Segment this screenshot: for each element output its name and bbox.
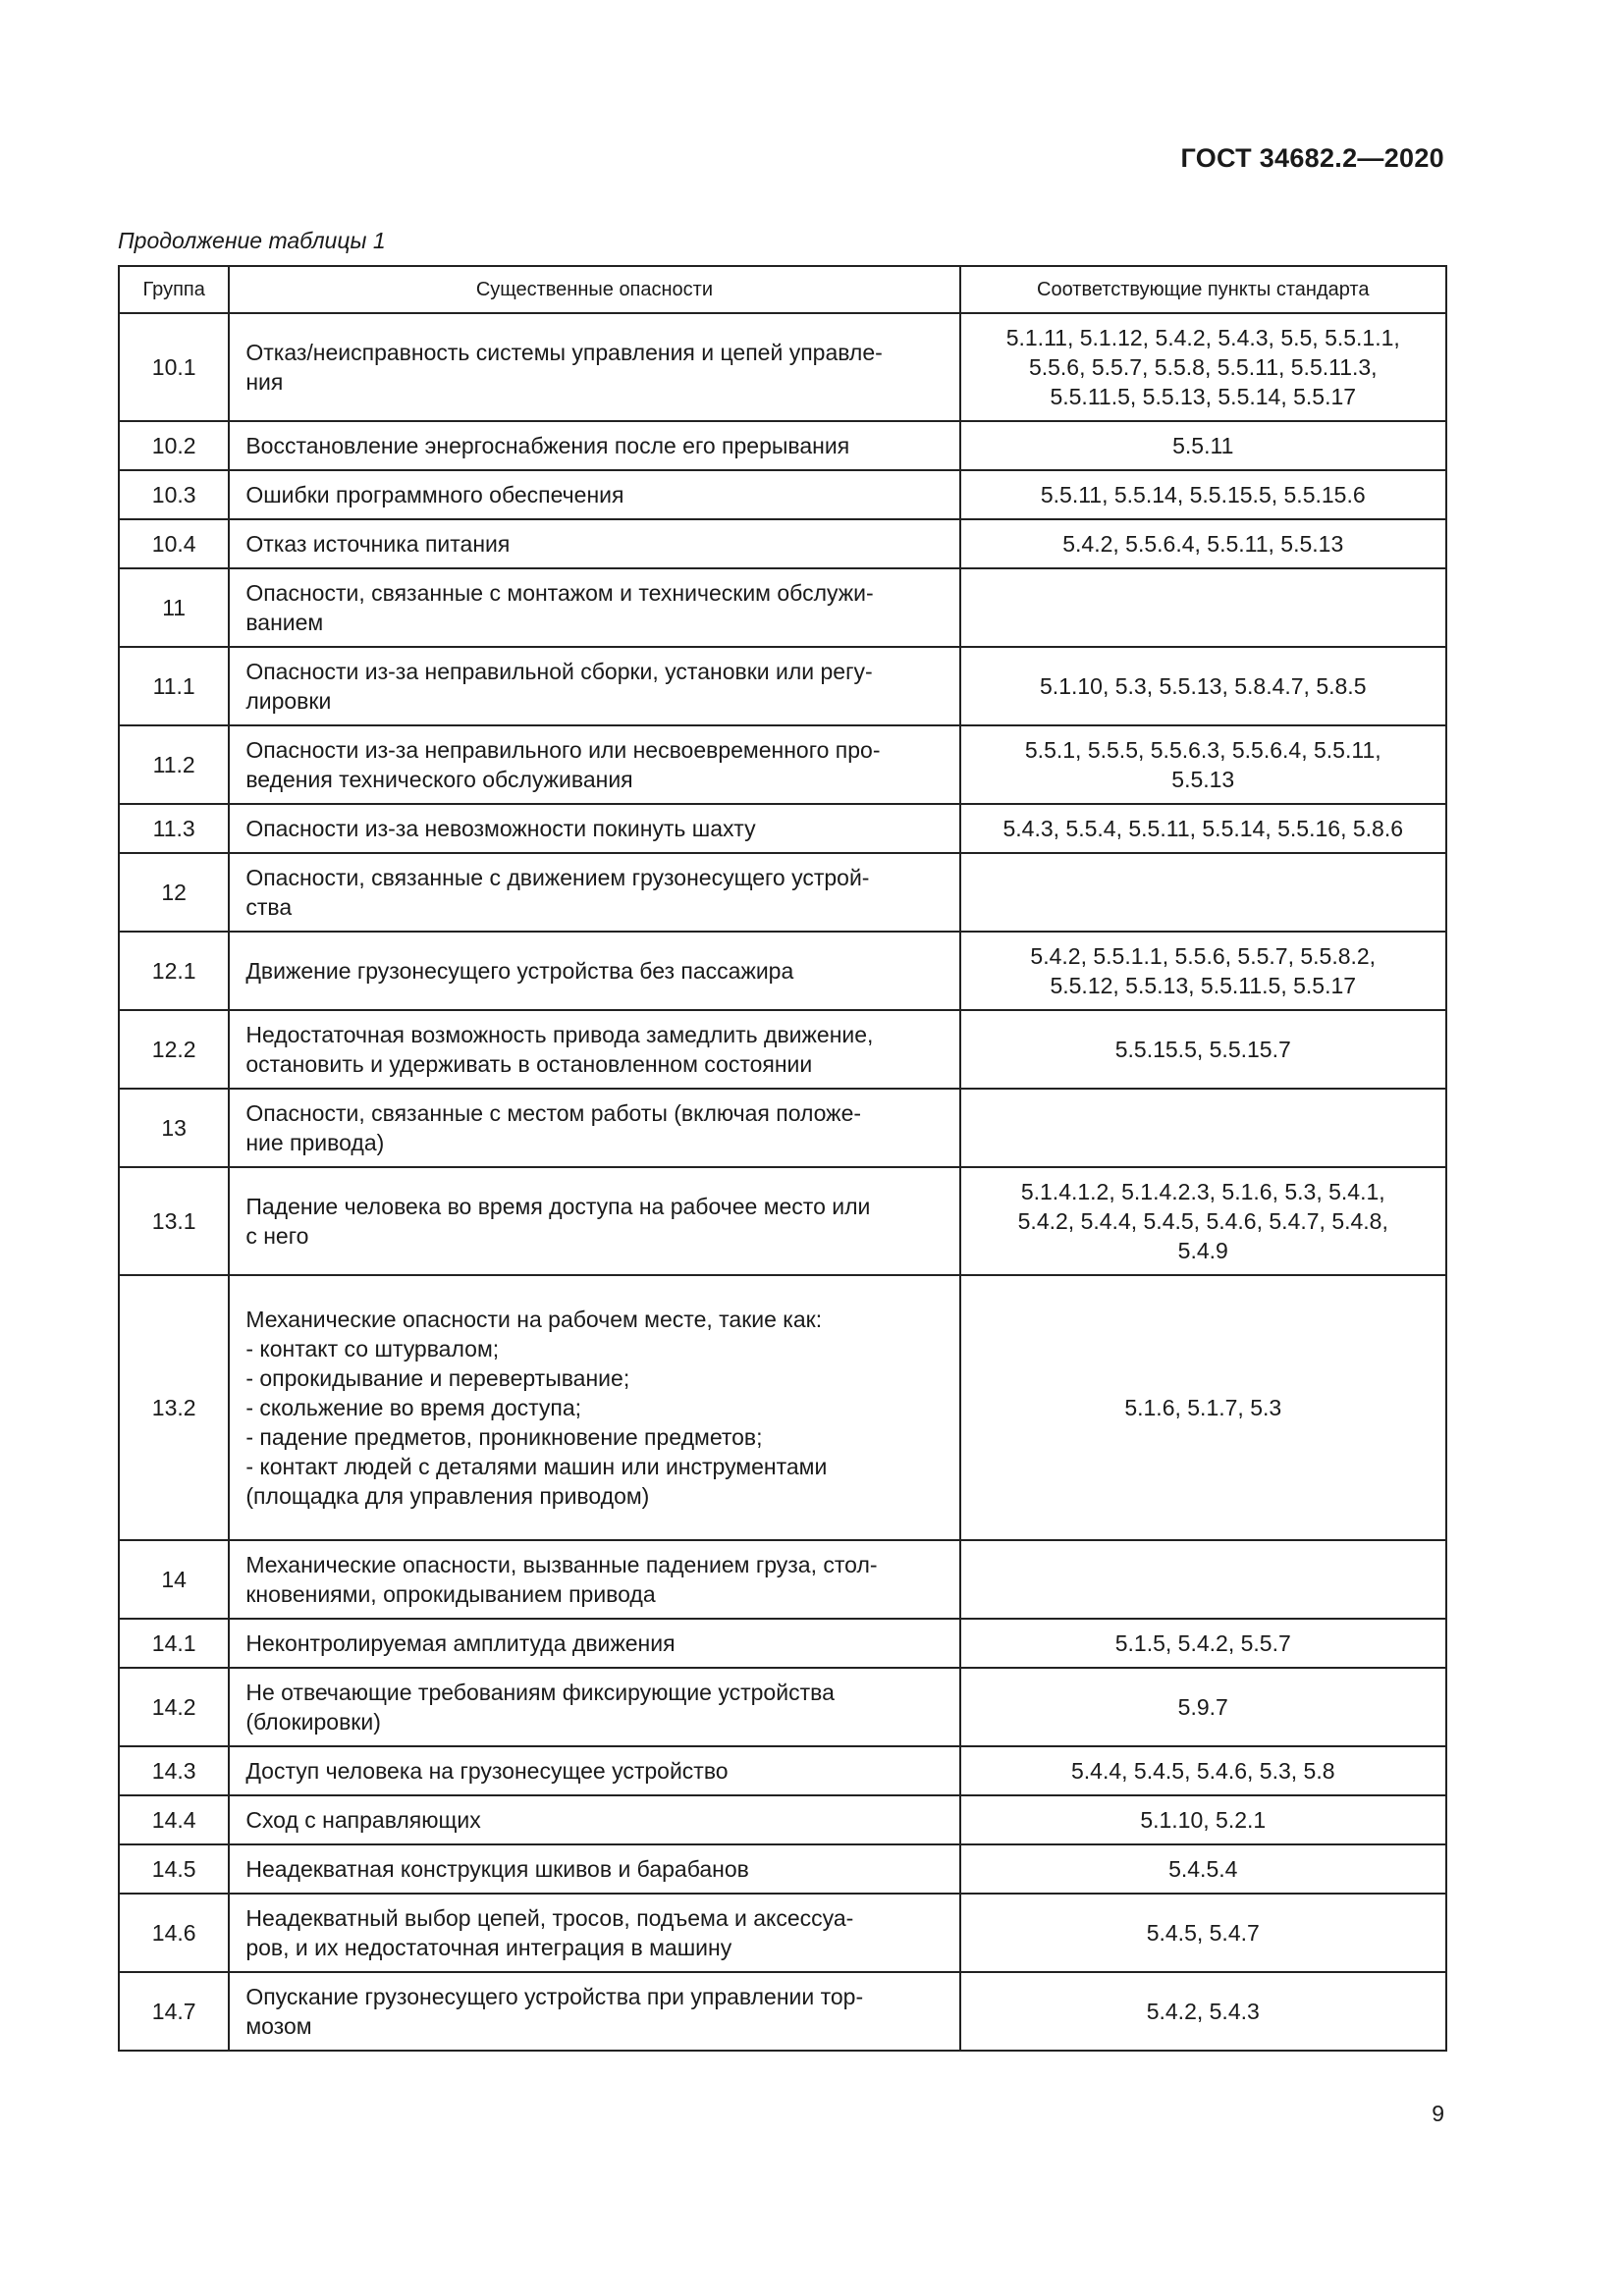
group-cell: 10.3 [119, 470, 229, 519]
hazard-line: Опасности из-за неправильной сборки, установки или регу- [245, 659, 873, 684]
table-row [119, 1089, 1446, 1167]
hazard-cell [229, 804, 959, 853]
hazard-line: Неконтролируемая амплитуда движения [245, 1630, 676, 1656]
hazard-line: ства [245, 894, 293, 920]
hazard-line: Ошибки программного обеспечения [245, 482, 624, 507]
hazard-line: ванием [245, 610, 324, 635]
hazard-line: остановить и удерживать в остановленном состоянии [245, 1051, 813, 1077]
hazard-line: (площадка для управления приводом) [245, 1483, 650, 1509]
references-cell [960, 1844, 1446, 1894]
table-row [119, 421, 1446, 470]
reference-line: 5.1.4.1.2, 5.1.4.2.3, 5.1.6, 5.3, 5.4.1, [1020, 1179, 1385, 1204]
hazard-line: кновениями, опрокидыванием привода [245, 1581, 656, 1607]
hazard-line: Доступ человека на грузонесущее устройство [245, 1758, 729, 1784]
hazards-table [118, 265, 1447, 2052]
group-cell: 11.1 [119, 647, 229, 725]
reference-line: 5.4.4, 5.4.5, 5.4.6, 5.3, 5.8 [1070, 1758, 1335, 1784]
column-header-group: Группа [119, 266, 229, 313]
references-cell [960, 470, 1446, 519]
hazard-line: Механические опасности, вызванные падением груза, стол- [245, 1552, 878, 1577]
hazard-cell [229, 313, 959, 421]
table-row [119, 647, 1446, 725]
hazard-line: Механические опасности на рабочем месте, такие как: [245, 1307, 823, 1332]
reference-line: 5.4.5.4 [1168, 1856, 1238, 1882]
hazard-line: ведения технического обслуживания [245, 767, 633, 792]
table-row [119, 804, 1446, 853]
table-row [119, 1010, 1446, 1089]
reference-line: 5.4.2, 5.4.3 [1146, 1999, 1260, 2024]
hazard-line: Опасности, связанные с движением грузонесущего устрой- [245, 865, 870, 890]
group-cell: 13 [119, 1089, 229, 1167]
table-row [119, 1746, 1446, 1795]
hazard-line: - падение предметов, проникновение предметов; [245, 1424, 763, 1450]
hazard-line: Неадекватный выбор цепей, тросов, подъема и аксессуа- [245, 1905, 854, 1931]
reference-line: 5.5.15.5, 5.5.15.7 [1114, 1037, 1291, 1062]
references-cell [960, 647, 1446, 725]
group-cell: 14.2 [119, 1668, 229, 1746]
hazard-cell [229, 1844, 959, 1894]
hazard-line: - опрокидывание и перевертывание; [245, 1365, 630, 1391]
group-cell: 14.4 [119, 1795, 229, 1844]
reference-line: 5.5.1, 5.5.5, 5.5.6.3, 5.5.6.4, 5.5.11, [1024, 737, 1381, 763]
reference-line: 5.4.2, 5.4.4, 5.4.5, 5.4.6, 5.4.7, 5.4.8, [1017, 1208, 1388, 1234]
hazard-cell [229, 1619, 959, 1668]
references-cell [960, 1972, 1446, 2051]
hazard-cell [229, 1746, 959, 1795]
references-cell [960, 853, 1446, 932]
hazard-line: - контакт людей с деталями машин или инструментами [245, 1454, 828, 1479]
table-row [119, 519, 1446, 568]
hazard-line: Восстановление энергоснабжения после его прерывания [245, 433, 850, 458]
references-cell [960, 1540, 1446, 1619]
references-cell [960, 1167, 1446, 1275]
hazard-cell [229, 568, 959, 647]
table-row [119, 853, 1446, 932]
references-cell [960, 568, 1446, 647]
reference-line: 5.1.6, 5.1.7, 5.3 [1124, 1395, 1282, 1420]
group-cell: 10.1 [119, 313, 229, 421]
hazard-line: ния [245, 369, 284, 395]
hazard-line: Недостаточная возможность привода замедлить движение, [245, 1022, 874, 1047]
hazard-cell [229, 470, 959, 519]
hazard-line: Опасности из-за невозможности покинуть шахту [245, 816, 756, 841]
references-cell [960, 1894, 1446, 1972]
references-cell [960, 1010, 1446, 1089]
reference-line: 5.5.11, 5.5.14, 5.5.15.5, 5.5.15.6 [1040, 482, 1366, 507]
references-cell [960, 1668, 1446, 1746]
hazard-cell [229, 725, 959, 804]
reference-line: 5.5.13 [1171, 767, 1235, 792]
table-row [119, 1540, 1446, 1619]
references-cell [960, 1275, 1446, 1540]
hazard-line: Движение грузонесущего устройства без пассажира [245, 958, 794, 984]
standard-number: ГОСТ 34682.2—2020 [1180, 143, 1444, 173]
reference-line: 5.4.3, 5.5.4, 5.5.11, 5.5.14, 5.5.16, 5.8.6 [1002, 816, 1403, 841]
hazard-cell [229, 1668, 959, 1746]
references-cell [960, 1619, 1446, 1668]
hazard-line: ние привода) [245, 1130, 385, 1155]
reference-line: 5.9.7 [1177, 1694, 1228, 1720]
table-row [119, 1844, 1446, 1894]
reference-line: 5.1.10, 5.3, 5.5.13, 5.8.4.7, 5.8.5 [1040, 673, 1367, 699]
table-row [119, 1668, 1446, 1746]
reference-line: 5.1.5, 5.4.2, 5.5.7 [1114, 1630, 1291, 1656]
group-cell: 13.1 [119, 1167, 229, 1275]
hazard-line: - контакт со штурвалом; [245, 1336, 500, 1362]
table-row [119, 1275, 1446, 1540]
references-cell [960, 519, 1446, 568]
hazard-line: мозом [245, 2013, 312, 2039]
hazard-cell [229, 1089, 959, 1167]
hazard-line: Отказ источника питания [245, 531, 511, 557]
table-row [119, 1619, 1446, 1668]
reference-line: 5.4.9 [1177, 1238, 1228, 1263]
references-cell [960, 421, 1446, 470]
reference-line: 5.4.5, 5.4.7 [1146, 1920, 1260, 1946]
hazard-cell [229, 1894, 959, 1972]
references-cell [960, 804, 1446, 853]
reference-line: 5.1.11, 5.1.12, 5.4.2, 5.4.3, 5.5, 5.5.1.1, [1005, 325, 1400, 350]
group-cell: 12.1 [119, 932, 229, 1010]
hazard-line: ров, и их недостаточная интеграция в машину [245, 1935, 732, 1960]
hazard-cell [229, 1167, 959, 1275]
group-cell: 14.7 [119, 1972, 229, 2051]
hazard-line: лировки [245, 688, 332, 714]
group-cell: 11.2 [119, 725, 229, 804]
table-row [119, 932, 1446, 1010]
reference-line: 5.1.10, 5.2.1 [1140, 1807, 1267, 1833]
group-cell: 10.2 [119, 421, 229, 470]
group-cell: 11.3 [119, 804, 229, 853]
page-number: 9 [1432, 2101, 1444, 2126]
reference-line: 5.5.11 [1172, 433, 1234, 458]
table-row [119, 470, 1446, 519]
hazard-cell [229, 932, 959, 1010]
reference-line: 5.5.11.5, 5.5.13, 5.5.14, 5.5.17 [1050, 384, 1357, 409]
table-body [119, 313, 1446, 2051]
hazard-line: Опасности, связанные с местом работы (включая положе- [245, 1100, 862, 1126]
hazard-cell [229, 1540, 959, 1619]
reference-line: 5.5.12, 5.5.13, 5.5.11.5, 5.5.17 [1050, 973, 1357, 998]
hazard-line: Неадекватная конструкция шкивов и барабанов [245, 1856, 749, 1882]
group-cell: 10.4 [119, 519, 229, 568]
hazard-cell [229, 1972, 959, 2051]
table-row [119, 1167, 1446, 1275]
hazard-line: Не отвечающие требованиям фиксирующие устройства [245, 1680, 835, 1705]
hazard-cell [229, 421, 959, 470]
hazard-cell [229, 1275, 959, 1540]
references-cell [960, 932, 1446, 1010]
hazard-cell [229, 1795, 959, 1844]
table-row [119, 1894, 1446, 1972]
table-row [119, 568, 1446, 647]
references-cell [960, 1746, 1446, 1795]
reference-line: 5.5.6, 5.5.7, 5.5.8, 5.5.11, 5.5.11.3, [1028, 354, 1378, 380]
references-cell [960, 1795, 1446, 1844]
hazard-line: Отказ/неисправность системы управления и цепей управле- [245, 340, 883, 365]
group-cell: 14.5 [119, 1844, 229, 1894]
group-cell: 12 [119, 853, 229, 932]
references-cell [960, 725, 1446, 804]
hazard-line: с него [245, 1223, 309, 1249]
table-caption: Продолжение таблицы 1 [118, 228, 386, 253]
hazard-cell [229, 519, 959, 568]
references-cell [960, 1089, 1446, 1167]
table-row [119, 1972, 1446, 2051]
column-header-hazards: Существенные опасности [229, 266, 959, 313]
reference-line: 5.4.2, 5.5.6.4, 5.5.11, 5.5.13 [1062, 531, 1344, 557]
group-cell: 14.1 [119, 1619, 229, 1668]
group-cell: 14.3 [119, 1746, 229, 1795]
table-row [119, 725, 1446, 804]
table-header-row [119, 266, 1446, 313]
group-cell: 11 [119, 568, 229, 647]
group-cell: 13.2 [119, 1275, 229, 1540]
hazard-line: Сход с направляющих [245, 1807, 481, 1833]
hazard-cell [229, 1010, 959, 1089]
hazard-line: Опасности из-за неправильного или несвоевременного про- [245, 737, 881, 763]
group-cell: 12.2 [119, 1010, 229, 1089]
hazard-line: (блокировки) [245, 1709, 381, 1735]
table-row [119, 1795, 1446, 1844]
hazard-cell [229, 853, 959, 932]
hazard-cell [229, 647, 959, 725]
hazard-line: Опасности, связанные с монтажом и техническим обслужи- [245, 580, 874, 606]
table-row [119, 313, 1446, 421]
references-cell [960, 313, 1446, 421]
hazard-line: - скольжение во время доступа; [245, 1395, 582, 1420]
reference-line: 5.4.2, 5.5.1.1, 5.5.6, 5.5.7, 5.5.8.2, [1030, 943, 1377, 969]
hazard-line: Падение человека во время доступа на рабочее место или [245, 1194, 871, 1219]
group-cell: 14.6 [119, 1894, 229, 1972]
group-cell: 14 [119, 1540, 229, 1619]
column-header-references: Соответствующие пункты стандарта [960, 266, 1446, 313]
hazard-line: Опускание грузонесущего устройства при управлении тор- [245, 1984, 864, 2009]
